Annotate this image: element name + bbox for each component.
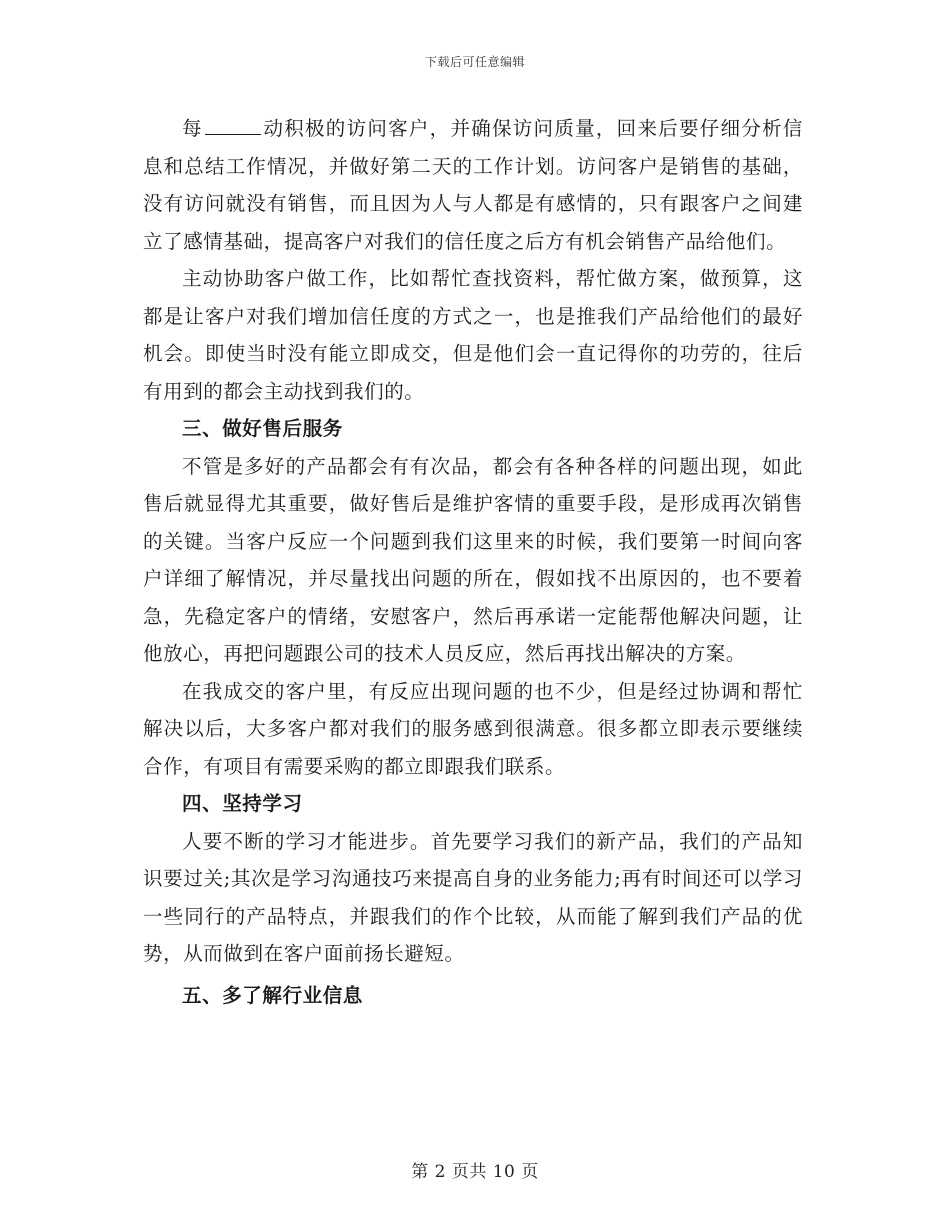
paragraph-rest-text: 动积极的访问客户，并确保访问质量，回来后要仔细分析信息和总结工作情况，并做好第二天的工作计划。访问客户是销售的基础，没有访问就没有销售，而且因为人与人都是有感情的，只有跟客户之间建立了感情基础，提高客户对我们的信任度之后方有机会销售产品给他们。 [143,117,803,253]
section-heading-after-sales: 三、做好售后服务 [182,417,343,440]
paragraph-assist-customers: 主动协助客户做工作，比如帮忙查找资料，帮忙做方案，做预算，这都是让客户对我们增加信任度的方式之一，也是推我们产品给他们的最好机会。即使当时没有能立即成交，但是他们会一直记得你的功劳的，往后有用到的都会主动找到我们的。 [143,267,803,403]
document-body [143,110,803,1014]
paragraph-start-text: 每 [182,117,203,140]
paragraph-visit-customers [143,110,803,260]
page-footer: 第 2 页共 10 页 [411,1162,539,1182]
fill-in-blank [205,118,261,135]
paragraph-after-sales-importance: 不管是多好的产品都会有有次品，都会有各种各样的问题出现，如此售后就显得尤其重要，做好售后是维护客情的重要手段，是形成再次销售的关键。当客户反应一个问题到我们这里来的时候，我们要第一时间向客户详细了解情况，并尽量找出问题的所在，假如找不出原因的，也不要着急，先稳定客户的情绪，安慰客户，然后再承诺一定能帮他解决问题，让他放心，再把问题跟公司的技术人员反应，然后再找出解决的方案。 [143,454,803,665]
paragraph-keep-learning: 人要不断的学习才能进步。首先要学习我们的新产品，我们的产品知识要过关;其次是学习沟通技巧来提高自身的业务能力;再有时间还可以学习一些同行的产品特点，并跟我们的作个比较，从而能了解到我们产品的优势，从而做到在客户面前扬长避短。 [143,829,803,965]
page-header: 下载后可任意编辑 [424,55,525,69]
section-heading-industry-info: 五、多了解行业信息 [182,983,363,1007]
section-heading-keep-learning: 四、坚持学习 [182,792,303,815]
paragraph-after-sales-results: 在我成交的客户里，有反应出现问题的也不少，但是经过协调和帮忙解决以后，大多客户都对我们的服务感到很满意。很多都立即表示要继续合作，有项目有需要采购的都立即跟我们联系。 [143,679,803,778]
